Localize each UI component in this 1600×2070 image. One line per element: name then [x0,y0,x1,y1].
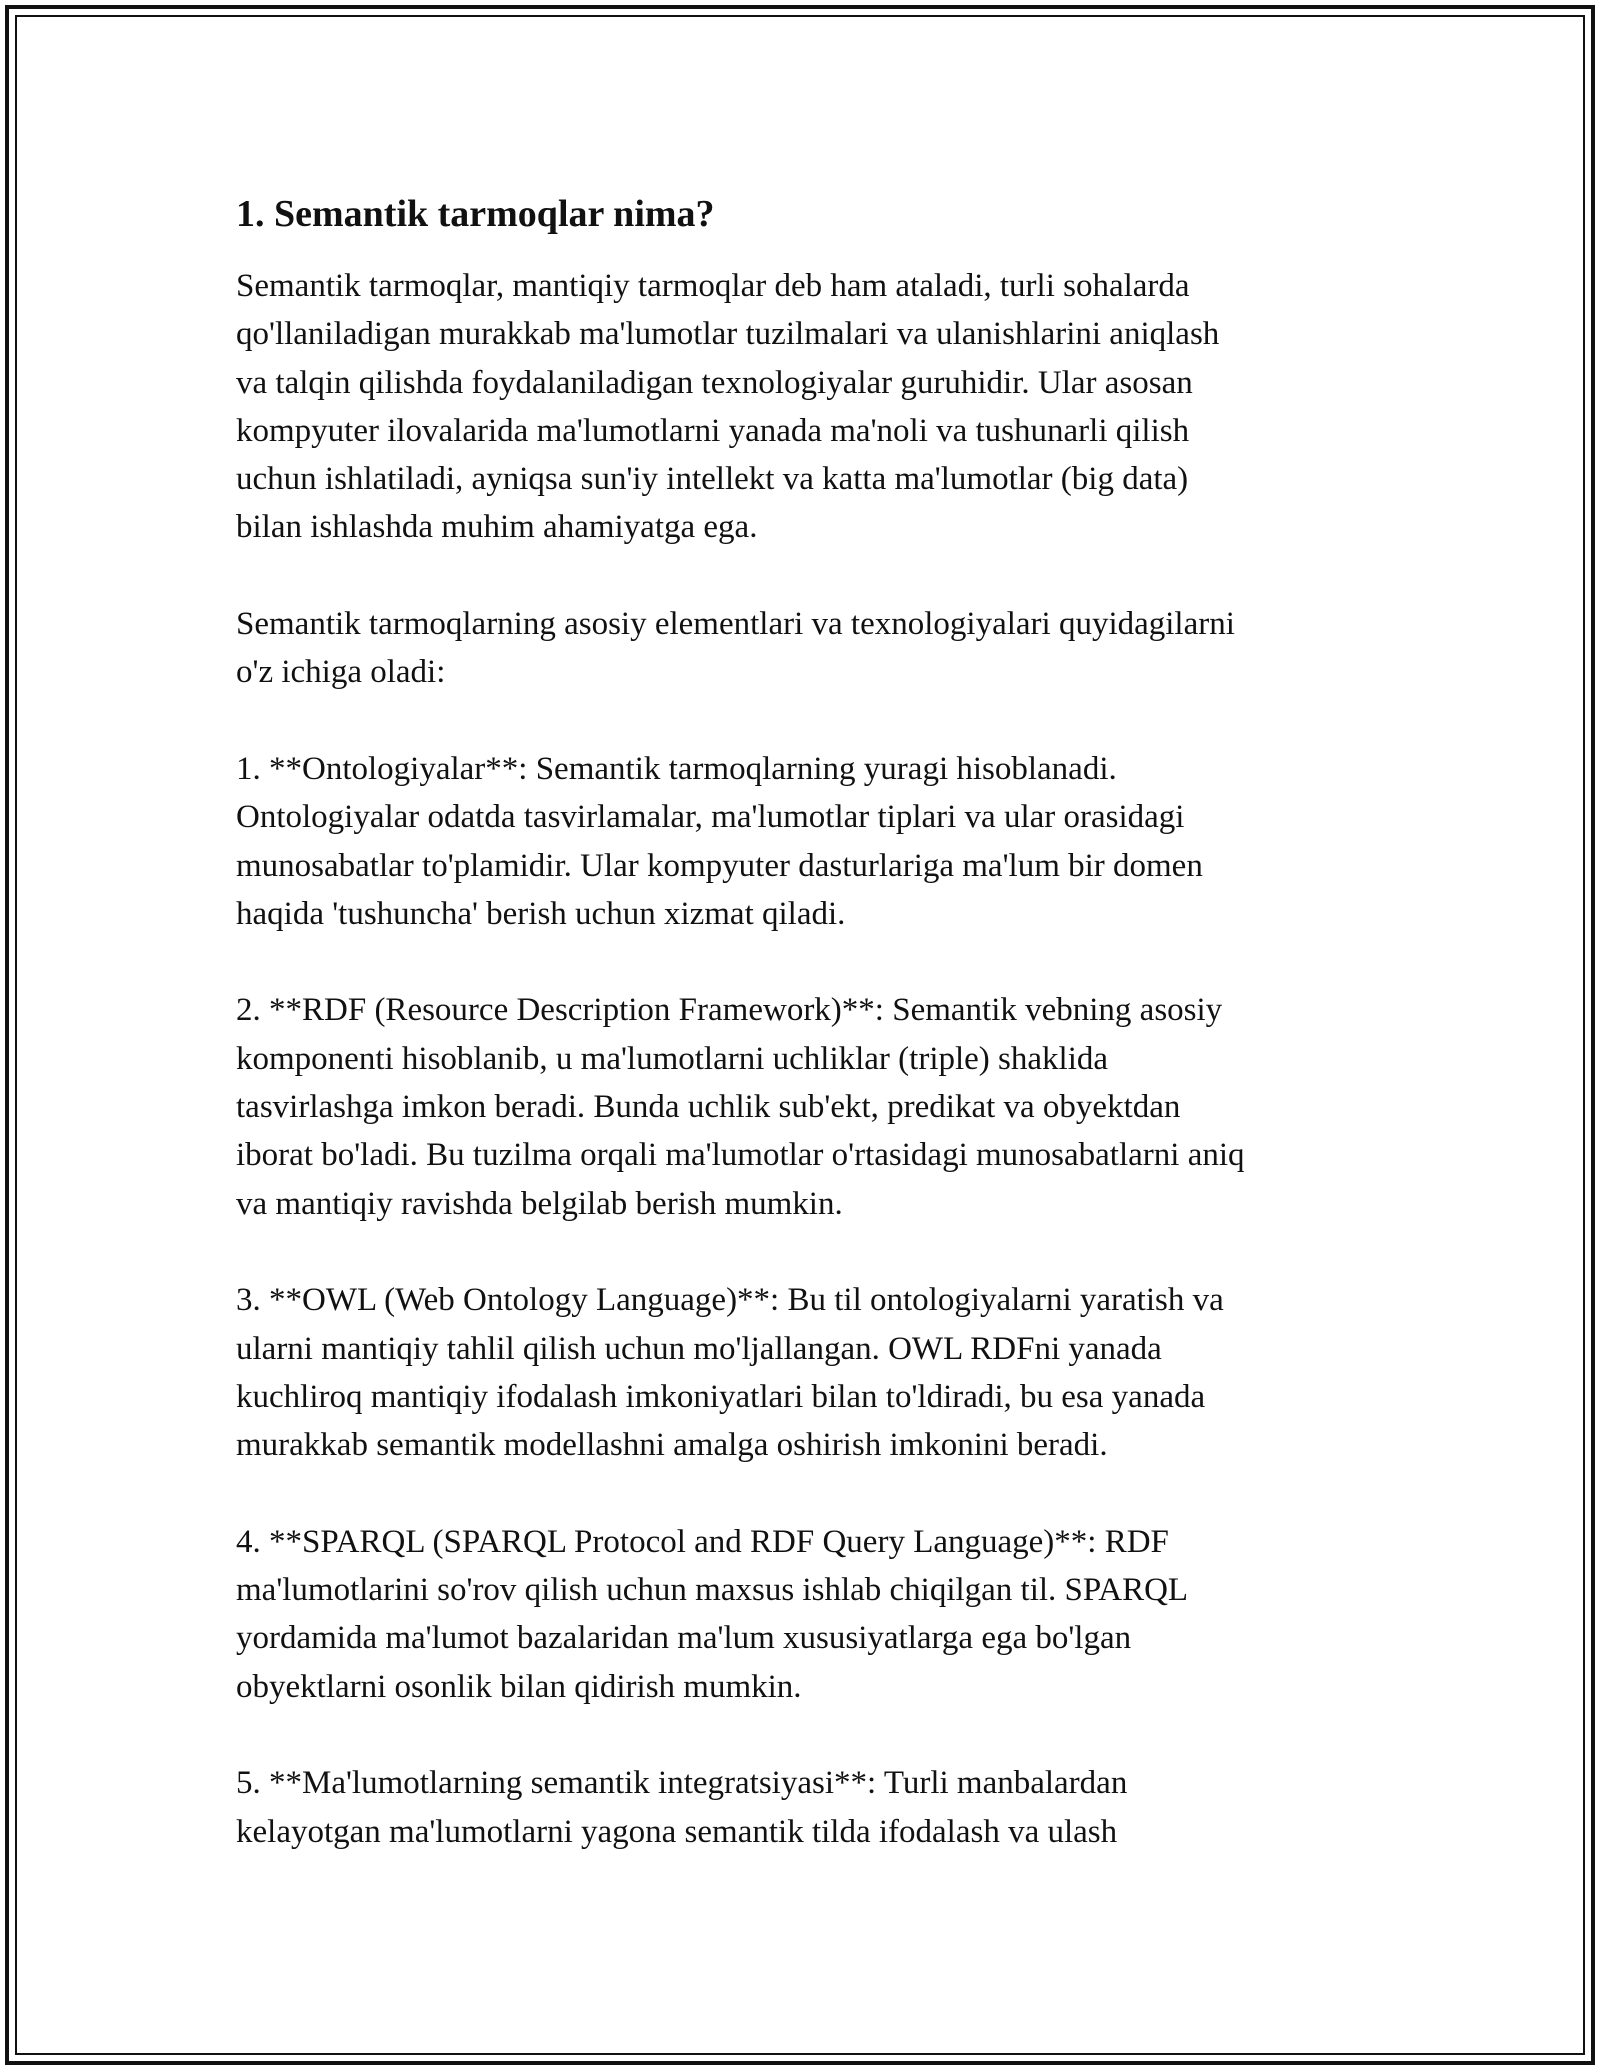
document-body [236,186,1366,1856]
section-heading: 1. Semantik tarmoqlar nima? [236,193,715,235]
list-item-rdf: 2. **RDF (Resource Description Framework)**: Semantik vebning asosiy komponenti hisoblanib, u ma'lumotlarni uchliklar (triple) shaklida tasvirlashga imkon beradi. Bunda uchlik sub'ekt, predikat va obyektdan iborat bo'ladi. Bu tuzilma orqali ma'lumotlar o'rtasidagi munosabatlarni aniq va mantiqiy ravishda belgilab berish mumkin. [236,992,1245,1222]
list-item-owl: 3. **OWL (Web Ontology Language)**: Bu til ontologiyalarni yaratish va ularni mantiqiy tahlil qilish uchun mo'ljallangan. OWL RDFni yanada kuchliroq mantiqiy ifodalash imkoniyatlari bilan to'ldiradi, bu esa yanada murakkab semantik modellashni amalga oshirish imkonini beradi. [236,1282,1224,1464]
list-item-semantic-integration: 5. **Ma'lumotlarning semantik integratsiyasi**: Turli manbalardan kelayotgan ma'lumotlarni yagona semantik tilda ifodalash va ulash [236,1765,1128,1850]
list-item-sparql: 4. **SPARQL (SPARQL Protocol and RDF Query Language)**: RDF ma'lumotlarini so'rov qilish uchun maxsus ishlab chiqilgan til. SPARQL yordamida ma'lumot bazalaridan ma'lum xususiyatlarga ega bo'lgan obyektlarni osonlik bilan qidirish mumkin. [236,1523,1189,1705]
list-item-ontologies: 1. **Ontologiyalar**: Semantik tarmoqlarning yuragi hisoblanadi. Ontologiyalar odatda tasvirlamalar, ma'lumotlar tiplari va ular orasidagi munosabatlar to'plamidir. Ular kompyuter dasturlariga ma'lum bir domen haqida 'tushuncha' berish uchun xizmat qiladi. [236,750,1203,932]
paragraph-intro: Semantik tarmoqlar, mantiqiy tarmoqlar deb ham ataladi, turli sohalarda qo'llaniladigan murakkab ma'lumotlar tuzilmalari va ulanishlarini aniqlash va talqin qilishda foydalaniladigan texnologiyalar guruhidir. Ular asosan kompyuter ilovalarida ma'lumotlarni yanada ma'noli va tushunarli qilish uchun ishlatiladi, ayniqsa sun'iy intellekt va katta ma'lumotlar (big data) bilan ishlashda muhim ahamiyatga ega. [236,268,1220,546]
paragraph-elements-intro: Semantik tarmoqlarning asosiy elementlari va texnologiyalari quyidagilarni o'z ichiga oladi: [236,606,1235,691]
